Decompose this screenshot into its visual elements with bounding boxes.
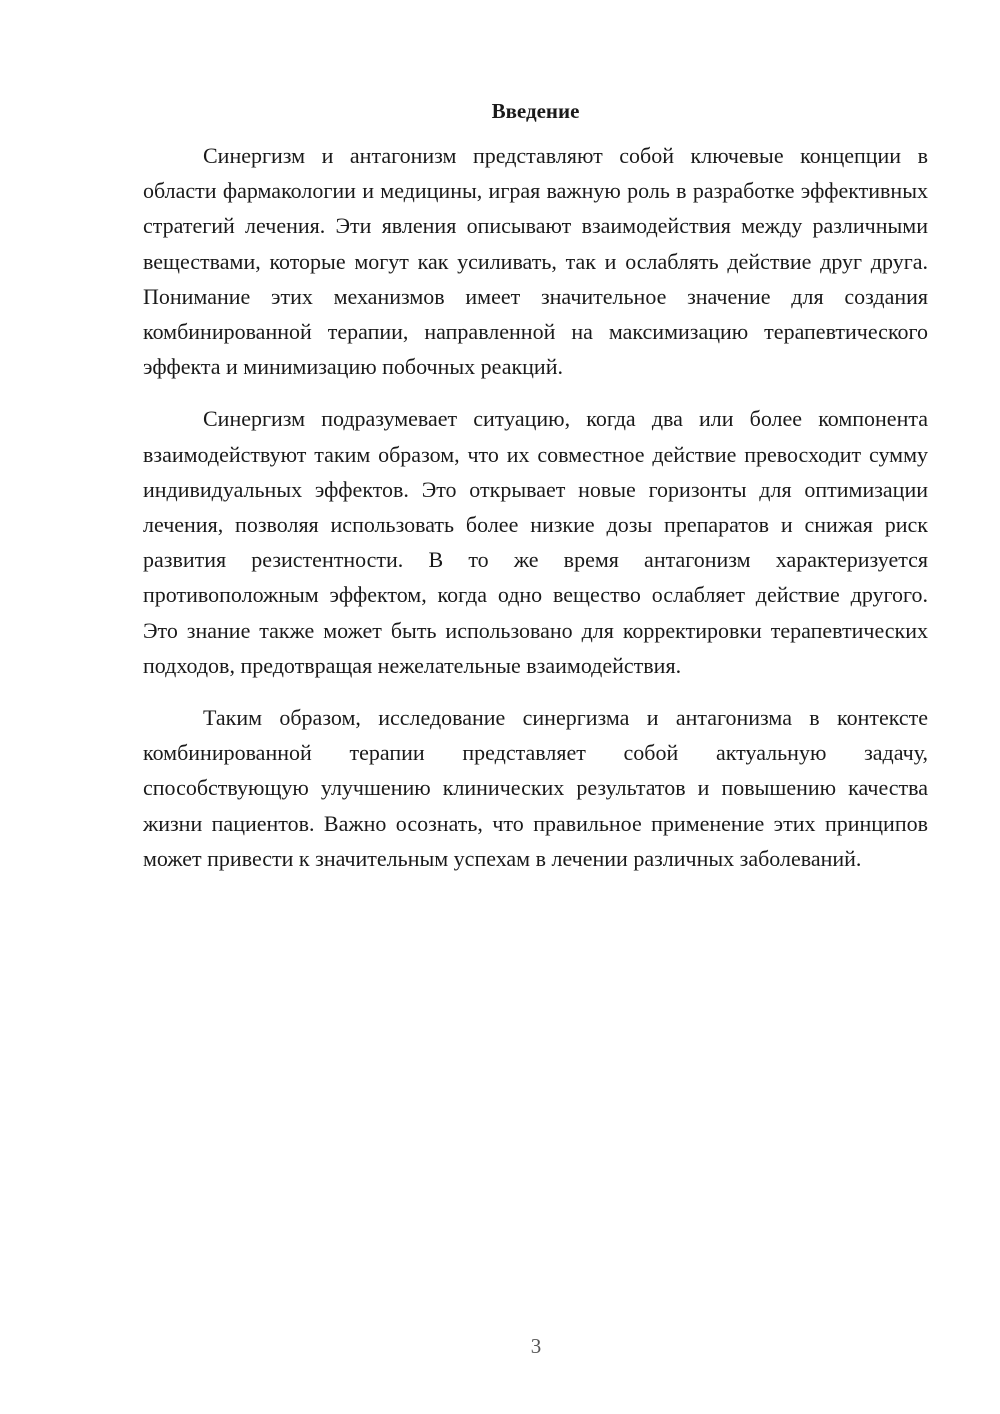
paragraph-synergism: Синергизм подразумевает ситуацию, когда два или более компонента взаимодействуют таким образом, что их совместное действие превосходит сумму индивидуальных эффектов. Это открывает новые горизонты для оптимизации лечения, позволяя использовать более низкие дозы препаратов и снижая риск развития резистентности. В то же время антагонизм характеризуется противоположным эффектом, когда одно вещество ослабляет действие другого. Это знание также может быть использовано для корректировки терапевтических подходов, предотвращая нежелательные взаимодействия. [143, 406, 928, 678]
page-content [143, 96, 928, 893]
paragraph-intro: Синергизм и антагонизм представляют собой ключевые концепции в области фармакологии и медицины, играя важную роль в разработке эффективных стратегий лечения. Эти явления описывают взаимодействия между различными веществами, которые могут как усиливать, так и ослаблять действие друг друга. Понимание этих механизмов имеет значительное значение для создания комбинированной терапии, направленной на максимизацию терапевтического эффекта и минимизацию побочных реакций. [143, 143, 928, 380]
page-number: 3 [530, 1334, 542, 1358]
section-heading: Введение [491, 99, 580, 123]
paragraph-conclusion: Таким образом, исследование синергизма и антагонизма в контексте комбинированной терапии представляет собой актуальную задачу, способствующую улучшению клинических результатов и повышению качества жизни пациентов. Важно осознать, что правильное применение этих принципов может привести к значительным успехам в лечении различных заболеваний. [143, 705, 928, 871]
